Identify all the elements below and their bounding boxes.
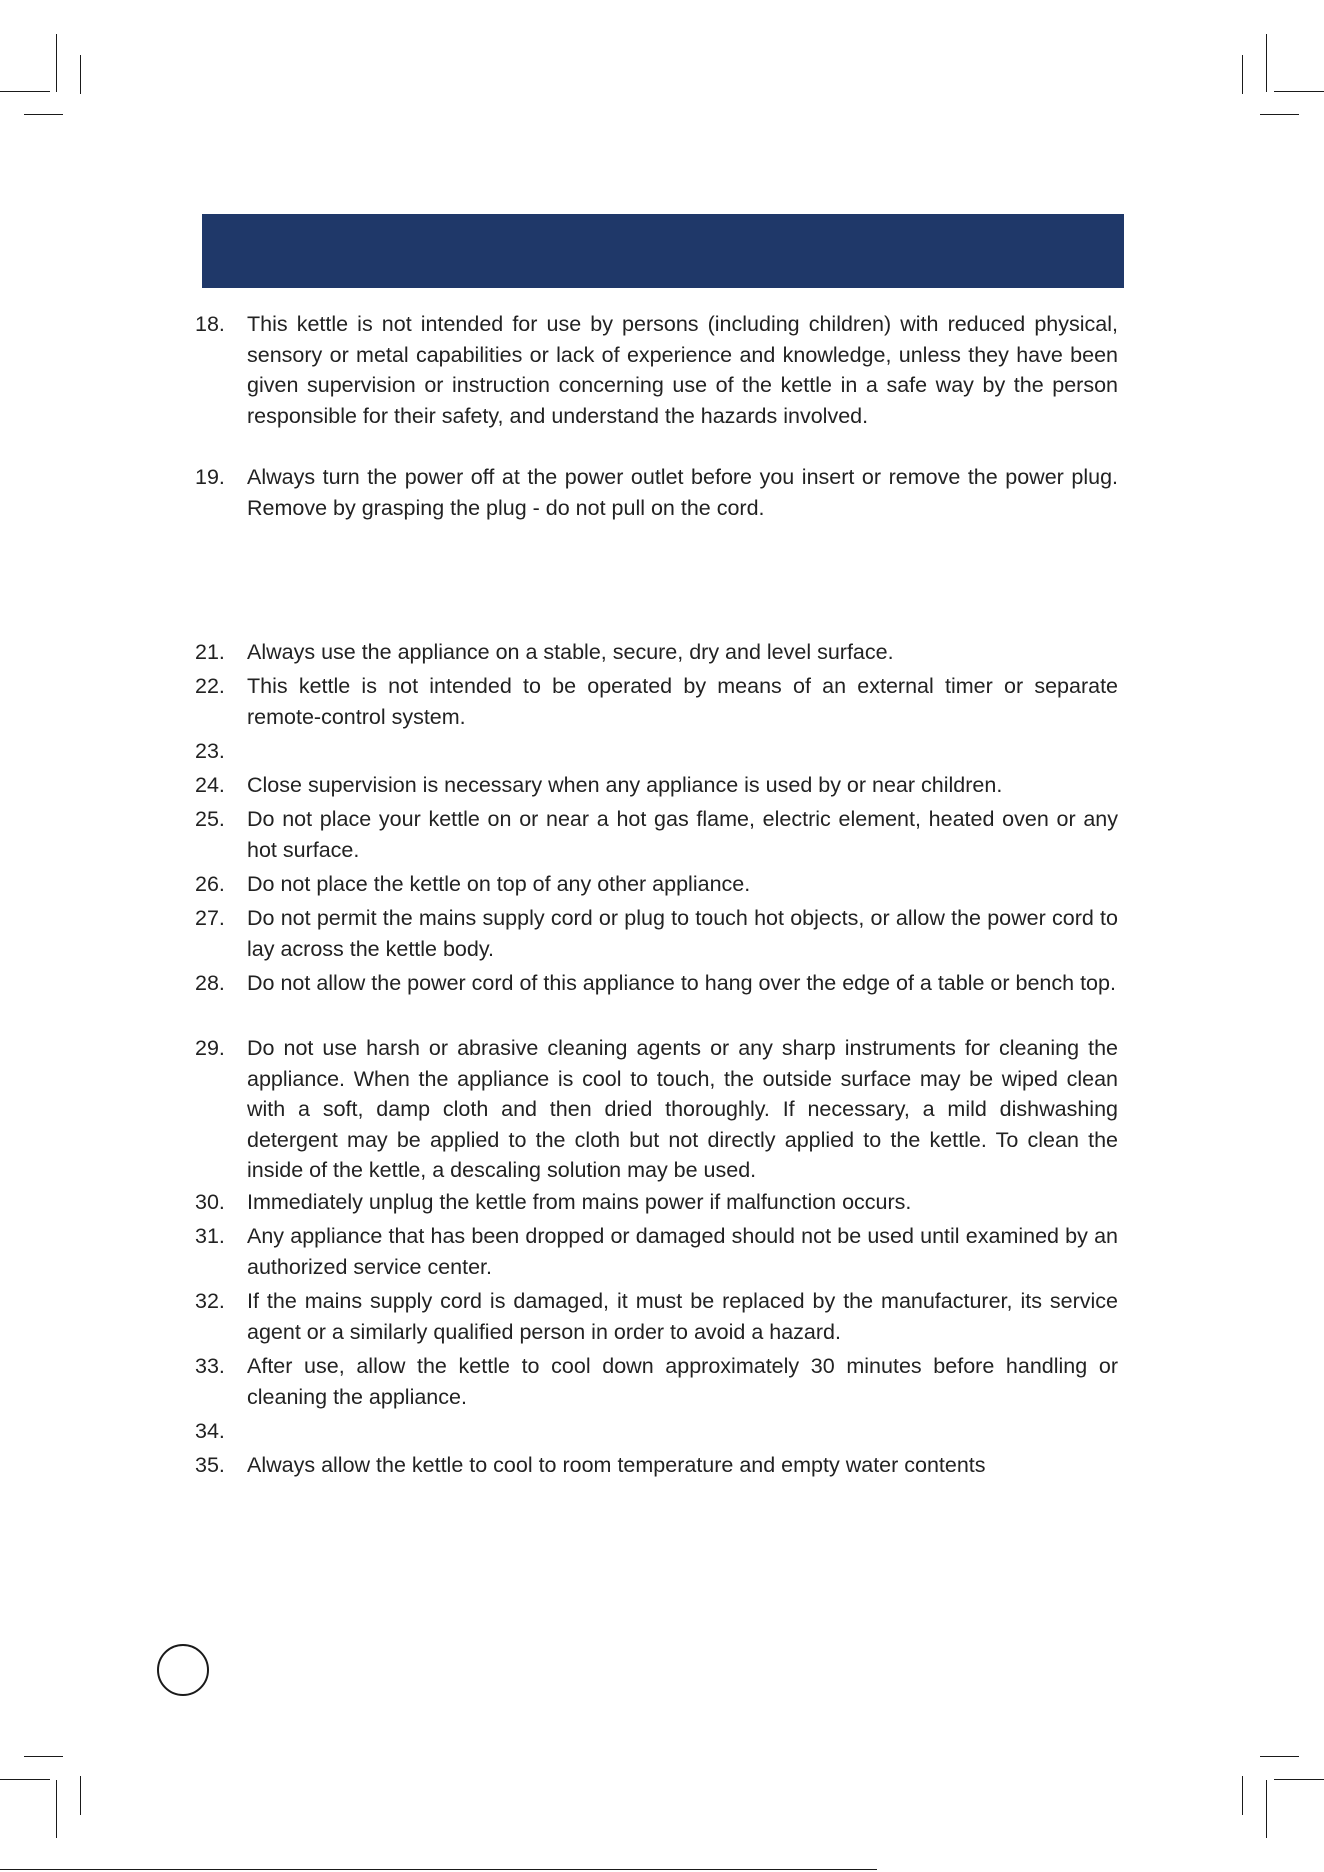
- bottom-rule: [0, 1869, 877, 1870]
- item-text: This kettle is not intended to be operated by means of an external timer or separate remote-control system.: [247, 674, 1118, 729]
- item-text: Always allow the kettle to cool to room temperature and empty water contents: [247, 1453, 986, 1477]
- item-text: Close supervision is necessary when any appliance is used by or near children.: [247, 773, 1003, 797]
- list-item: [195, 804, 1118, 865]
- item-text: Do not allow the power cord of this appliance to hang over the edge of a table or bench top.: [247, 971, 1116, 995]
- list-item: [195, 770, 1118, 801]
- item-number: 32.: [195, 1289, 225, 1313]
- item-number: 22.: [195, 674, 225, 698]
- item-number: 23.: [195, 739, 225, 763]
- item-number: 25.: [195, 807, 225, 831]
- list-item: [195, 1450, 1118, 1481]
- item-number: 19.: [195, 465, 225, 489]
- item-text: Any appliance that has been dropped or damaged should not be used until examined by an authorized service center.: [247, 1224, 1118, 1279]
- list-item: [195, 1351, 1118, 1412]
- list-item: [195, 637, 1118, 668]
- list-item: [195, 1033, 1118, 1186]
- list-item: [195, 671, 1118, 732]
- item-number: 21.: [195, 640, 225, 664]
- item-number: 29.: [195, 1036, 225, 1060]
- item-number: 30.: [195, 1190, 225, 1214]
- section-header-bar: [202, 214, 1124, 288]
- page-number-circle: [157, 1644, 209, 1696]
- item-number: 26.: [195, 872, 225, 896]
- item-number: 33.: [195, 1354, 225, 1378]
- item-number: 35.: [195, 1453, 225, 1477]
- item-number: 28.: [195, 971, 225, 995]
- item-text: This kettle is not intended for use by persons (including children) with reduced physical, sensory or metal capabilities or lack of experience and knowledge, unless they have been given supervision or instruction concerning use of the kettle in a safe way by the person responsible for their safety, and understand the hazards involved.: [247, 312, 1118, 428]
- item-text: Always turn the power off at the power outlet before you insert or remove the power plug. Remove by grasping the plug - do not pull on the cord.: [247, 465, 1118, 520]
- item-text: If the mains supply cord is damaged, it must be replaced by the manufacturer, its service agent or a similarly qualified person in order to avoid a hazard.: [247, 1289, 1118, 1344]
- list-item: [195, 462, 1118, 523]
- item-number: 18.: [195, 312, 225, 336]
- item-number: 24.: [195, 773, 225, 797]
- item-number: 31.: [195, 1224, 225, 1248]
- list-item: [195, 1221, 1118, 1282]
- list-item: [195, 1187, 1118, 1218]
- item-text: Do not place your kettle on or near a hot gas flame, electric element, heated oven or any hot surface.: [247, 807, 1118, 862]
- list-item: [195, 1286, 1118, 1347]
- list-item: [195, 903, 1118, 964]
- item-text: Always use the appliance on a stable, secure, dry and level surface.: [247, 640, 894, 664]
- item-number: 27.: [195, 906, 225, 930]
- item-text: After use, allow the kettle to cool down approximately 30 minutes before handling or cleaning the appliance.: [247, 1354, 1118, 1409]
- item-text: Immediately unplug the kettle from mains power if malfunction occurs.: [247, 1190, 912, 1214]
- list-item: [195, 309, 1118, 431]
- item-text: Do not use harsh or abrasive cleaning agents or any sharp instruments for cleaning the appliance. When the appliance is cool to touch, the outside surface may be wiped clean with a soft, damp cloth and then dried thoroughly. If necessary, a mild dishwashing detergent may be applied to the cloth but not directly applied to the kettle. To clean the inside of the kettle, a descaling solution may be used.: [247, 1036, 1118, 1182]
- item-text: Do not place the kettle on top of any other appliance.: [247, 872, 751, 896]
- item-text: Do not permit the mains supply cord or plug to touch hot objects, or allow the power cord to lay across the kettle body.: [247, 906, 1118, 961]
- item-number: 34.: [195, 1419, 225, 1443]
- list-item: [195, 869, 1118, 900]
- list-item: [195, 968, 1118, 999]
